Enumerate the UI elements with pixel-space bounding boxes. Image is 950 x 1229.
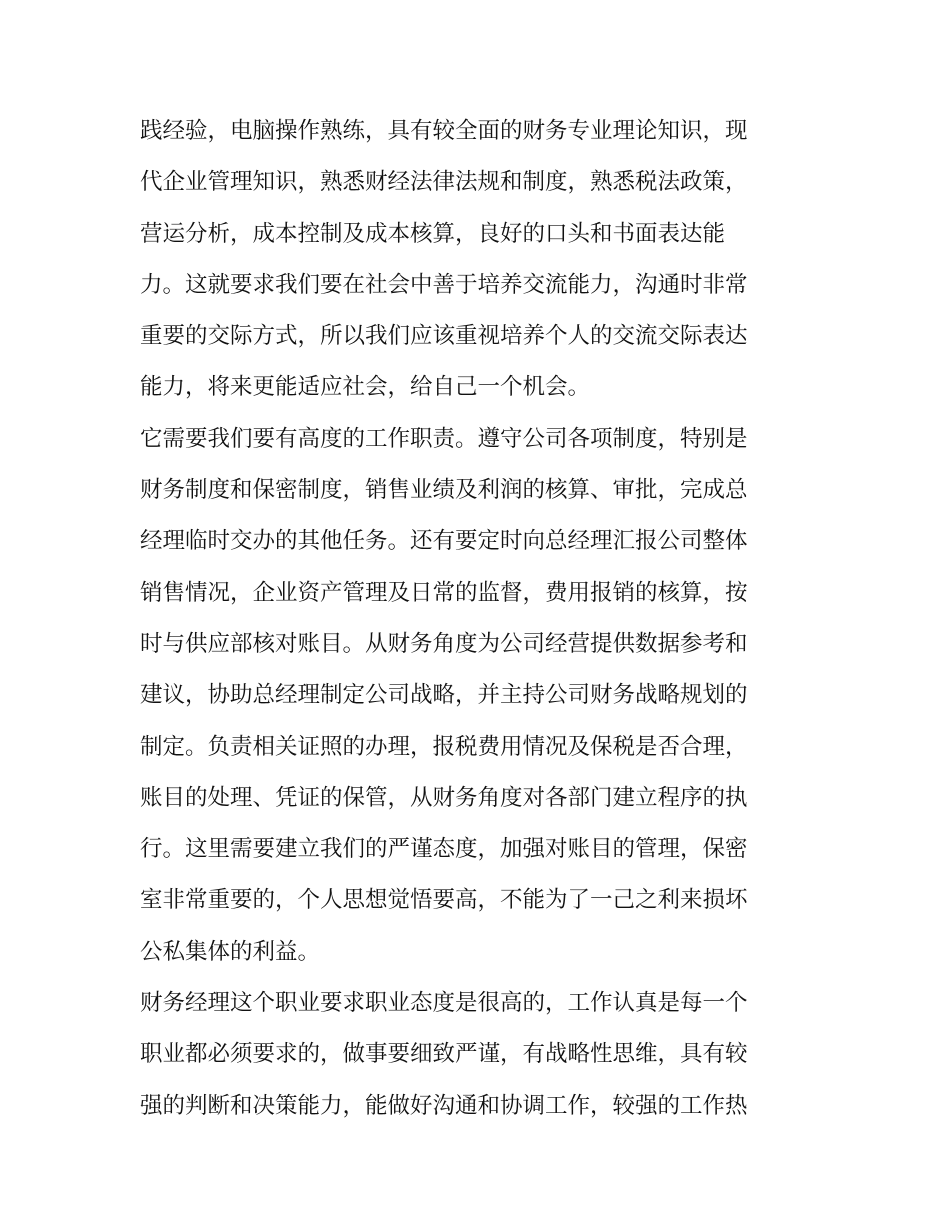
text-line: 账目的处理、凭证的保管，从财务角度对各部门建立程序的执 [140, 784, 748, 811]
body-text [140, 106, 820, 1132]
text-line: 能力，将来更能适应社会，给自己一个机会。 [140, 374, 591, 401]
text-line: 室非常重要的，个人思想觉悟要高，不能为了一己之利来损坏 [140, 887, 748, 914]
text-line: 行。这里需要建立我们的严谨态度，加强对账目的管理，保密 [140, 836, 748, 863]
text-line: 财务制度和保密制度，销售业绩及利润的核算、审批，完成总 [140, 477, 748, 504]
text-line: 财务经理这个职业要求职业态度是很高的，工作认真是每一个 [140, 990, 748, 1017]
text-line: 职业都必须要求的，做事要细致严谨，有战略性思维，具有较 [140, 1041, 748, 1068]
text-line: 践经验，电脑操作熟练，具有较全面的财务专业理论知识，现 [140, 118, 748, 144]
text-line: 公私集体的利益。 [140, 938, 321, 965]
text-line: 重要的交际方式，所以我们应该重视培养个人的交流交际表达 [140, 323, 748, 350]
text-line: 建议，协助总经理制定公司战略，并主持公司财务战略规划的 [140, 682, 748, 709]
text-line: 销售情况，企业资产管理及日常的监督，费用报销的核算，按 [140, 579, 748, 606]
text-line: 经理临时交办的其他任务。还有要定时向总经理汇报公司整体 [140, 528, 748, 555]
text-line: 它需要我们要有高度的工作职责。遵守公司各项制度，特别是 [140, 425, 748, 452]
text-line: 代企业管理知识，熟悉财经法律法规和制度，熟悉税法政策， [140, 169, 748, 196]
text-line: 强的判断和决策能力，能做好沟通和协调工作，较强的工作热 [140, 1092, 748, 1119]
text-line: 力。这就要求我们要在社会中善于培养交流能力，沟通时非常 [140, 271, 748, 298]
text-line: 时与供应部核对账目。从财务角度为公司经营提供数据参考和 [140, 630, 748, 657]
text-line: 制定。负责相关证照的办理，报税费用情况及保税是否合理， [140, 733, 748, 760]
text-line: 营运分析，成本控制及成本核算，良好的口头和书面表达能 [140, 220, 726, 247]
